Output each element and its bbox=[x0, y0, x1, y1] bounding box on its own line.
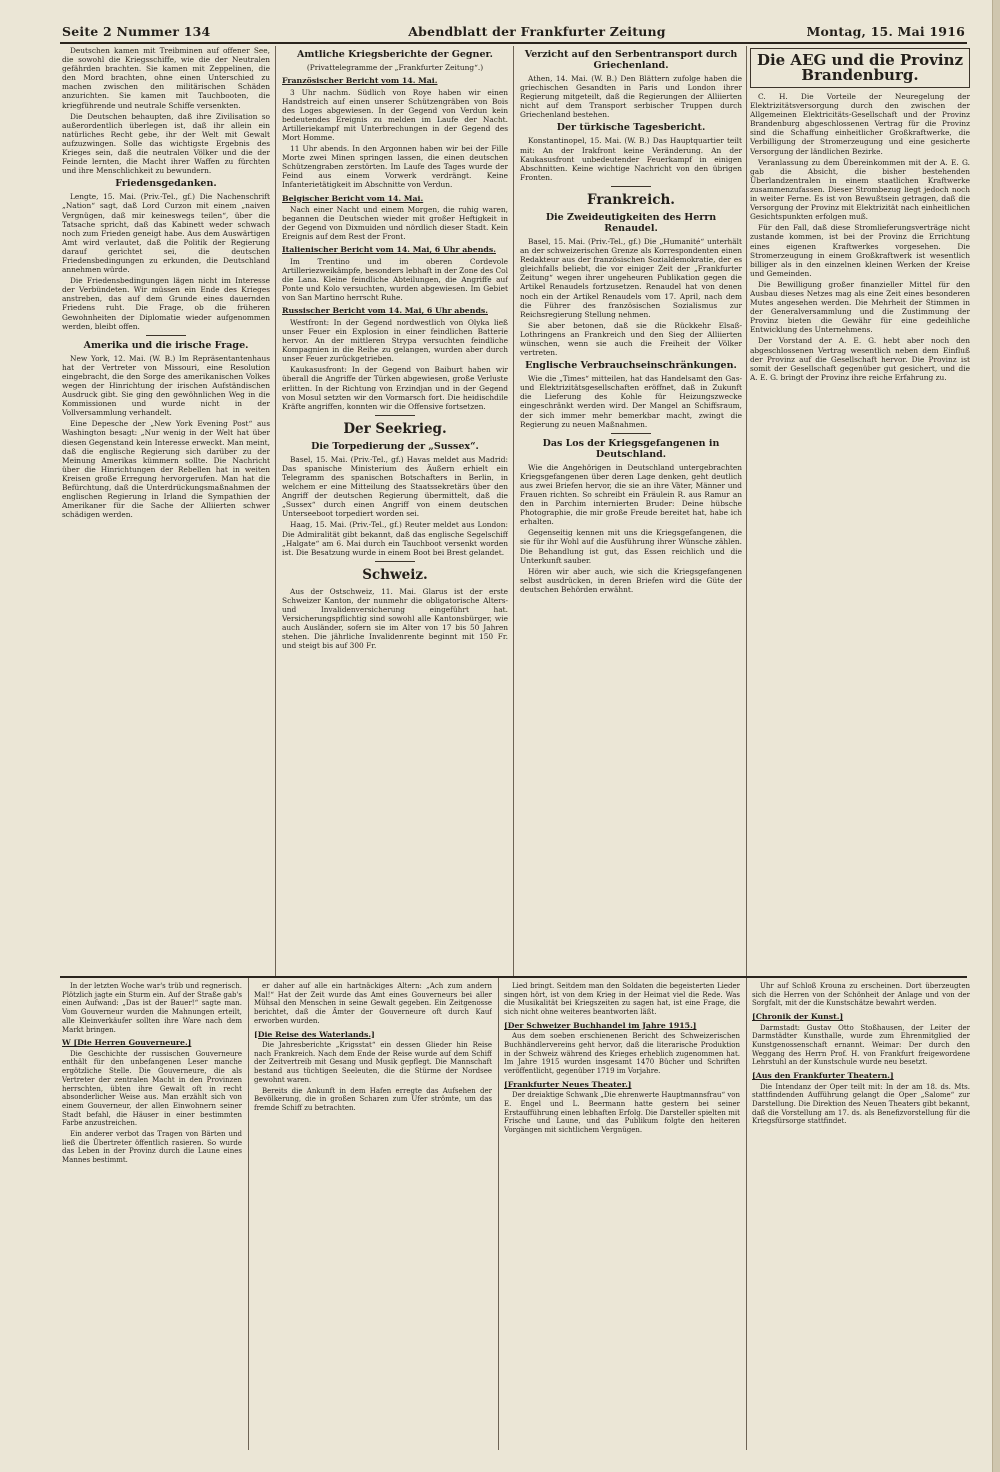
headline-sussex: Die Torpedierung der „Sussex“. bbox=[311, 440, 479, 452]
section-title: [Aus den Frankfurter Theatern.] bbox=[752, 1071, 894, 1081]
article-paragraph: Aus dem soeben erschienenen Bericht des Schweizerischen Buchhändlervereins geht hervor, daß die literarische Produktion in der Schweiz während des Krieges erheblich zugenommen hat. Im Jahre 1915 wurden insgesamt 1470 Bücher und Schriften veröffentlicht, gegenüber 1719 im Vorjahre. bbox=[504, 1032, 740, 1076]
article-paragraph: er daher auf alle ein hartnäckiges Altern: „Ach zum andern Mal!“ Hat der Zeit wurde das Amt eines Gouverneurs bei aller Mühsal den Menschen in seine Gewalt gegeben. Ein Zeitgenosse berichtet, daß die Ämter der Gouverneure oft durch Kauf erworben wurden. bbox=[254, 982, 492, 1025]
article-paragraph: Der Vorstand der A. E. G. hebt aber noch den abgeschlossenen Vertrag wesentlich neben dem Einfluß der Provinz auf die Gesellschaft hervor. Die Provinz ist somit der Gesellschaft gegenüber gut gesichert, und die A. E. G. bringt der Provinz ihre reiche Erfahrung zu. bbox=[750, 336, 970, 382]
feuilleton-column-1 bbox=[62, 982, 242, 1452]
headline-box bbox=[750, 48, 970, 88]
article-paragraph: Basel, 15. Mai. (Priv.-Tel., gf.) Havas meldet aus Madrid: Das spanische Ministerium des Äußern erhielt ein Telegramm des spanischen Botschafters in Berlin, in welchem er eine Mitteilung des Staatssekretärs über den Angriff der deutschen Regierung übermittelt, daß die „Sussex“ durch einen Angriff von einem deutschen Unterseeboot torpediert worden sei. bbox=[282, 454, 508, 519]
feuilleton-column-4 bbox=[752, 982, 970, 1452]
section-title: [Frankfurter Neues Theater.] bbox=[504, 1079, 632, 1089]
column-1 bbox=[62, 46, 270, 974]
article-paragraph: Haag, 15. Mai. (Priv.-Tel., gf.) Reuter meldet aus London: Die Admiralität gibt bekannt, daß das englische Segelschiff „Halgate“ am 6. Mai durch ein Tauchboot versenkt worden ist. Die Besatzung wurde in einem Boot bei Brest gelandet. bbox=[282, 520, 508, 557]
page-number: Seite 2 Nummer 134 bbox=[62, 24, 211, 39]
article-paragraph: Lied bringt. Seitdem man den Soldaten die begeisterten Lieder singen hört, ist von dem Krieg in der Heimat viel die Rede. Was die Musikalität bei Kriegszeiten zu sagen hat, ist eine Frage, die sich nicht ohne weiteres beantworten läßt. bbox=[504, 982, 740, 1017]
report-title: Belgischer Bericht vom 14. Mai. bbox=[282, 193, 424, 203]
separator bbox=[375, 415, 415, 416]
article-paragraph: Ein anderer verbot das Tragen von Bärten und ließ die Übertreter öffentlich rasieren. So wurde das Leben in der Provinz durch die Laune eines Mannes bestimmt. bbox=[62, 1130, 242, 1165]
article-paragraph: Der dreiaktige Schwank „Die ehrenwerte Hauptmannsfrau“ von E. Engel und L. Beermann hatte gestern bei seiner Erstaufführung einen lebhaften Erfolg. Die Darsteller spielten mit Frische und Laune, und das Publikum folgte den heiteren Vorgängen mit sichtlichem Vergnügen. bbox=[504, 1091, 740, 1135]
article-paragraph: Kaukasusfront: In der Gegend von Baiburt haben wir überall die Angriffe der Türken abgewiesen, große Verluste erlitten. In der Richtung von Erzindjan und in der Gegend von Mosul setzten wir den Vormarsch fort. Die heidischdile Kräfte angriffen, konnten wir die Offensive fortsetzen. bbox=[282, 365, 508, 411]
article-paragraph: Hören wir aber auch, wie sich die Kriegsgefangenen selbst ausdrücken, in deren Briefen wird die Güte der deutschen Behörden erwähnt. bbox=[520, 566, 742, 594]
article-paragraph: Basel, 15. Mai. (Priv.-Tel., gf.) Die „Humanité“ unterhält an der schweizerischen Grenze als Korrespondenten einen Redakteur aus der französischen Sozialdemokratie, der es gleichfalls beliebt, die vor einiger Zeit der „Frankfurter Zeitung“ wegen ihrer ungeheuren Publikation gegen die Artikel Renaudels fortzusetzen. Renaudel hat von denen noch ein der Artikel Renaudels vom 17. April, nach dem die Führer des französischen Sozialismus zur Reichsregierung Stellung nehmen. bbox=[520, 236, 742, 319]
separator bbox=[611, 186, 651, 187]
article-paragraph: Die Bewilligung großer finanzieller Mittel für den Ausbau dieses Netzes mag als eine Zeit eines besonderen Mutes angesehen werden. Die Mehrheit der Stimmen in der Generalversammlung und die Zustimmung der Provinz bieten die Gewähr für eine gedeihliche Entwicklung des Unternehmens. bbox=[750, 279, 970, 335]
headline-tuerkischer-bericht: Der türkische Tagesbericht. bbox=[556, 122, 706, 134]
section-title: [Die Reise des Waterlands.] bbox=[254, 1029, 375, 1039]
article-paragraph: Die Intendanz der Oper teilt mit: In der am 18. ds. Mts. stattfindenden Aufführung gelangt die Oper „Salome“ zur Darstellung. Die Direktion des Neuen Theaters gibt bekannt, daß die Vorstellung am 17. ds. als Benefizvorstellung für die Kriegsfürsorge stattfindet. bbox=[752, 1082, 970, 1126]
article-paragraph: Westfront: In der Gegend nordwestlich von Olyka ließ unser Feuer ein Explosion in einer feindlichen Batterie hervor. An der mittleren Strypa versuchten feindliche Kompagnien in die Reihe zu gelangen, wurden aber durch unser Feuer zurückgetrieben. bbox=[282, 317, 508, 364]
column-rule bbox=[275, 46, 276, 976]
report-title: Italienischer Bericht vom 14. Mai, 6 Uhr abends. bbox=[282, 245, 496, 255]
column-rule bbox=[498, 978, 499, 1450]
headline-kriegsgefangene: Das Los der Kriegsgefangenen in Deutschland. bbox=[542, 437, 720, 460]
article-paragraph: Die Geschichte der russischen Gouverneure enthält für den unbefangenen Leser manche ergötzliche Stelle. Die Gouverneure, die als Vertreter der zentralen Macht in den Provinzen herrschten, übten ihre Gewalt oft in recht absonderlicher Weise aus. Man erzählt sich von einem Gouverneur, der allen Einwohnern seiner Stadt befahl, die Häuser in einer bestimmten Farbe anzustreichen. bbox=[62, 1049, 242, 1128]
headline-seekrieg: Der Seekrieg. bbox=[343, 420, 447, 437]
page-edge bbox=[992, 0, 1000, 1472]
separator bbox=[375, 561, 415, 562]
article-paragraph: C. H. Die Vorteile der Neuregelung der Elektrizitätsversorgung durch den zwischen der Allgemeinen Elektricitäts-Gesellschaft und der Provinz Brandenburg abgeschlossenen Vertrag für die Provinz sind die Schaffung einheitlicher Großkraftwerke, die Verbilligung der Stromerzeugung und eine gesicherte Versorgung der ländlichen Bezirke. bbox=[750, 92, 970, 156]
article-paragraph: Wie die Angehörigen in Deutschland untergebrachten Kriegsgefangenen über deren Lage denken, geht deutlich aus zwei Briefen hervor, die sie an ihre Väter, Männer und Frauen richten. So schreibt ein Fräulein R. aus Ramur an den in Parchim internierten Bruder: Deine hübsche Photographie, die mir große Freude bereitet hat, habe ich erhalten. bbox=[520, 462, 742, 527]
subheading: (Privattelegramme der „Frankfurter Zeitung“.) bbox=[306, 63, 484, 72]
article-paragraph: Lengte, 15. Mai. (Priv.-Tel., gf.) Die Nachenschrift „Nation“ sagt, daß Lord Curzon mit einem „naiven Vergnügen, daß mir keineswegs teilen“, über die Tatsache spricht, daß das Kabinett weder schwach noch zum Frieden geneigt habe. Aus dem Auswärtigen Amt wird verlautet, daß die Politik der Regierung darauf gerichtet sei, die deutschen Friedensbedingungen zu erkunden, die Deutschland annehmen würde. bbox=[62, 192, 270, 275]
headline-verzicht: Verzicht auf den Serbentransport durch Griechenland. bbox=[524, 49, 738, 71]
article-paragraph: Veranlassung zu dem Übereinkommen mit der A. E. G. gab die Absicht, die bisher bestehenden Überlandzentralen in einem staatlichen Kraftwerke zusammenzufassen. Dieser Strombezug liegt jedoch noch in weiter Ferne. Es ist von Bewußtsein getragen, daß die Versorgung der Provinz mit Elektrizität nach einheitlichen Gesichtspunkten erfolgen muß. bbox=[750, 157, 970, 222]
report-title: Französischer Bericht vom 14. Mai. bbox=[282, 76, 438, 85]
article-paragraph: Wie die „Times“ mitteilen, hat das Handelsamt den Gas- und Elektrizitätsgesellschaften eröffnet, daß in Zukunft die Lieferung des Kohle für Heizungszwecke eingeschränkt werden wird. Der Mangel an Schiffsraum, der sich immer mehr bemerkbar macht, zwingt die Regierung zu neuen Maßnahmen. bbox=[520, 374, 742, 429]
article-paragraph: Konstantinopel, 15. Mai. (W. B.) Das Hauptquartier teilt mit: An der Irakfront keine Veränderung. An der Kaukasusfront unbedeutender Feuerkampf in einigen Abschnitten. Keine wichtige Nachricht von den übrigen Fronten. bbox=[520, 136, 742, 182]
article-paragraph: Aus der Ostschweiz, 11. Mai. Glarus ist der erste Schweizer Kanton, der nunmehr die obligatorische Alters- und Invalidenversicherung eingeführt hat. Versicherungspflichtig sind sowohl alle Kantonsbürger, wie auch Ausländer, sofern sie im Alter von 17 bis 50 Jahren stehen. Die jährliche Invalidenrente beginnt mit 150 Fr. und steigt bis auf 300 Fr. bbox=[282, 586, 508, 651]
article-paragraph: Darmstadt: Gustav Otto Stoßhausen, der Leiter der Darmstädter Kunsthalle, wurde zum Ehrenmitglied der Kunstgenossenschaft ernannt. Weimar: Der durch den Weggang des Herrn Prof. H. von Frankfurt freigewordene Lehrstuhl an der Kunstschule wurde neu besetzt. bbox=[752, 1023, 970, 1067]
column-3 bbox=[520, 46, 742, 974]
feuilleton-divider bbox=[60, 976, 967, 978]
article-paragraph: New York, 12. Mai. (W. B.) Im Repräsentantenhaus hat der Vertreter von Missouri, eine Resolution eingebracht, die den Sorge des amerikanischen Volkes wegen der Hinrichtung der irischen Aufständischen Ausdruck gibt. Sie ging den gewöhnlichen Weg in die Kommissionen und wurde nicht in der Vollversammlung verhandelt. bbox=[62, 353, 270, 418]
article-paragraph: Eine Depesche der „New York Evening Post“ aus Washington besagt: „Nur wenig in der Welt hat über diesen Gegenstand kein Interesse erweckt. Man meint, daß die englische Regierung sich darüber zu der Meinung Amerikas kümmern sollte. Die Nachricht über die Hinrichtungen der Rebellen hat in weiten Kreisen große Erregung hervorgerufen. Man hat die Befürchtung, daß die Unterdrückungsmaßnahmen der englischen Regierung in Irland die Sympathien der Amerikaner für die Sache der Alliierten schwer schädigen werden. bbox=[62, 419, 270, 520]
headline-schweiz: Schweiz. bbox=[362, 566, 428, 583]
issue-date: Montag, 15. Mai 1916 bbox=[806, 24, 965, 39]
report-title: Russischer Bericht vom 14. Mai, 6 Uhr abends. bbox=[282, 306, 488, 316]
headline-amtliche-kriegsberichte: Amtliche Kriegsberichte der Gegner. bbox=[297, 49, 493, 60]
feuilleton-column-3 bbox=[504, 982, 740, 1452]
article-paragraph: Athen, 14. Mai. (W. B.) Den Blättern zufolge haben die griechischen Gesandten in Paris und London ihrer Regierung mitgeteilt, daß die Regierungen der Alliierten nicht auf dem Transport serbischer Truppen durch Griechenland bestehen. bbox=[520, 74, 742, 120]
section-title: W [Die Herren Gouverneure.] bbox=[62, 1038, 192, 1048]
article-paragraph: Bereits die Ankunft in dem Hafen erregte das Aufsehen der Bevölkerung, die in großen Scharen zum Ufer strömte, um das fremde Schiff zu betrachten. bbox=[254, 1086, 492, 1112]
article-paragraph: In der letzten Woche war's trüb und regnerisch. Plötzlich jagte ein Sturm ein. Auf der Straße gab's einen Aufwand: „Das ist der Bauer!“ sagte man. Vom Gouverneur wurden die Mahnungen erteilt, alle Kleinverkäufer sollten ihre Ware nach dem Markt bringen. bbox=[62, 982, 242, 1034]
article-paragraph: Im Trentino und im oberen Cordevole Artilleriezweikämpfe, besonders lebhaft in der Zone des Col die Lana. Kleine feindliche Abteilungen, die Angriffe auf Ponte und Kolo versuchten, wurden abgewiesen. Im Gebiet von San Martino herrscht Ruhe. bbox=[282, 256, 508, 303]
article-paragraph: Für den Fall, daß diese Stromlieferungsverträge nicht zustande kommen, ist bei der Provinz die Errichtung eines eigenen Kraftwerkes vorgesehen. Die Stromerzeugung in einem Großkraftwerk ist wesentlich billiger als in den einzelnen kleinen Werken der Kreise und Gemeinden. bbox=[750, 223, 970, 278]
section-title: [Chronik der Kunst.] bbox=[752, 1012, 844, 1022]
article-paragraph: Die Friedensbedingungen lägen nicht im Interesse der Verbündeten. Wir müssen ein Ende des Krieges anstreben, das auf dem Grunde eines dauernden Friedens ruht. Die Frage, ob die früheren Gewohnheiten der Diplomatie wieder aufgenommen werden, bleibt offen. bbox=[62, 276, 270, 331]
separator bbox=[146, 335, 186, 336]
column-4 bbox=[750, 46, 970, 974]
section-title: [Der Schweizer Buchhandel im Jahre 1915.] bbox=[504, 1020, 697, 1030]
article-paragraph: 3 Uhr nachm. Südlich von Roye haben wir einen Handstreich auf einen unserer Schützengräben von Bois des Loges abgewiesen. In der Gegend von Verdun kein bedeutendes Ereignis zu melden im Laufe der Nacht. Artilleriekampf mit Unterbrechungen in der Gegend des Mort Homme. bbox=[282, 87, 508, 142]
separator bbox=[611, 433, 651, 434]
article-paragraph: 11 Uhr abends. In den Argonnen haben wir bei der Fille Morte zwei Minen springen lassen, die einen deutschen Schützengraben zerstörten. Im Laufe des Tages wurde der Feind aus einem Vorwerk verdrängt. Keine Infanterietätigkeit im Abschnitte von Verdun. bbox=[282, 144, 508, 190]
article-paragraph: Gegenseitig kennen mit uns die Kriegsgefangenen, die sie für ihr Wohl auf die Ausführung ihrer Wünsche zählen. Die Behandlung ist gut, das Essen reichlich und die Unterkunft sauber. bbox=[520, 528, 742, 565]
column-rule bbox=[248, 978, 249, 1450]
article-paragraph: Nach einer Nacht und einem Morgen, die ruhig waren, begannen die Deutschen wieder mit großer Heftigkeit in der Gegend von Dixmuiden und nördlich dieser Stadt. Kein Ereignis auf dem Rest der Front. bbox=[282, 205, 508, 242]
header-rule bbox=[60, 42, 967, 44]
headline-friedensgedanken: Friedensgedanken. bbox=[115, 178, 217, 190]
headline-frankreich: Frankreich. bbox=[587, 191, 675, 208]
article-paragraph: Sie aber betonen, daß sie die Rückkehr Elsaß-Lothringens an Frankreich und den Sieg der Alliierten wünschen, wenn sie auch die Freiheit der Völker vertreten. bbox=[520, 320, 742, 358]
headline-aeg-brandenburg: Die AEG und die Provinz Brandenburg. bbox=[756, 51, 964, 84]
headline-amerika: Amerika und die irische Frage. bbox=[83, 339, 249, 351]
article-paragraph: Die Jahresberichte „Krigsstat“ ein dessen Glieder hin Reise nach Frankreich. Nach dem Ende der Reise wurde auf dem Schiff der Zeitvertreib mit Gesang und Musik gepflegt. Die Mannschaft bestand aus tüchtigen Seeleuten, die die Stürme der Nordsee gewohnt waren. bbox=[254, 1041, 492, 1084]
column-rule bbox=[746, 46, 747, 976]
newspaper-title: Abendblatt der Frankfurter Zeitung bbox=[408, 24, 666, 39]
article-paragraph: Deutschen kamen mit Treibminen auf offener See, die sowohl die Kriegsschiffe, wie die der Neutralen gefährden brachten. Sie kamen mit Zeppelinen, die den Mord brachten, ohne einen Unterschied zu machen zwischen den militärischen Schäden anzurichten. Sie kamen mit Tauchbooten, die kriegführende und neutrale Schiffe versenkten. bbox=[62, 46, 270, 110]
column-2 bbox=[282, 46, 508, 974]
column-rule bbox=[746, 978, 747, 1450]
column-rule bbox=[513, 46, 514, 976]
headline-englische-verbrauch: Englische Verbrauchseinschränkungen. bbox=[525, 360, 737, 372]
article-paragraph: Die Deutschen behaupten, daß ihre Zivilisation so außerordentlich überlegen ist, daß ihr allein ein natürliches Recht gebe, ihr der Welt mit Gewalt aufzuzwingen. Solle das wichtigste Ergebnis des Krieges sein, daß die neutralen Völker und die der Feinde lernten, die Macht ihrer Waffen zu fürchten und ihre Menschlichkeit zu bewundern. bbox=[62, 111, 270, 176]
article-paragraph: Uhr auf Schloß Krouna zu erscheinen. Dort überzeugten sich die Herren von der Schönheit der Anlage und von der Sorgfalt, mit der die Kunstschätze bewahrt werden. bbox=[752, 982, 970, 1008]
feuilleton-column-2 bbox=[254, 982, 492, 1452]
headline-renaudel: Die Zweideutigkeiten des Herrn Renaudel. bbox=[545, 211, 717, 234]
